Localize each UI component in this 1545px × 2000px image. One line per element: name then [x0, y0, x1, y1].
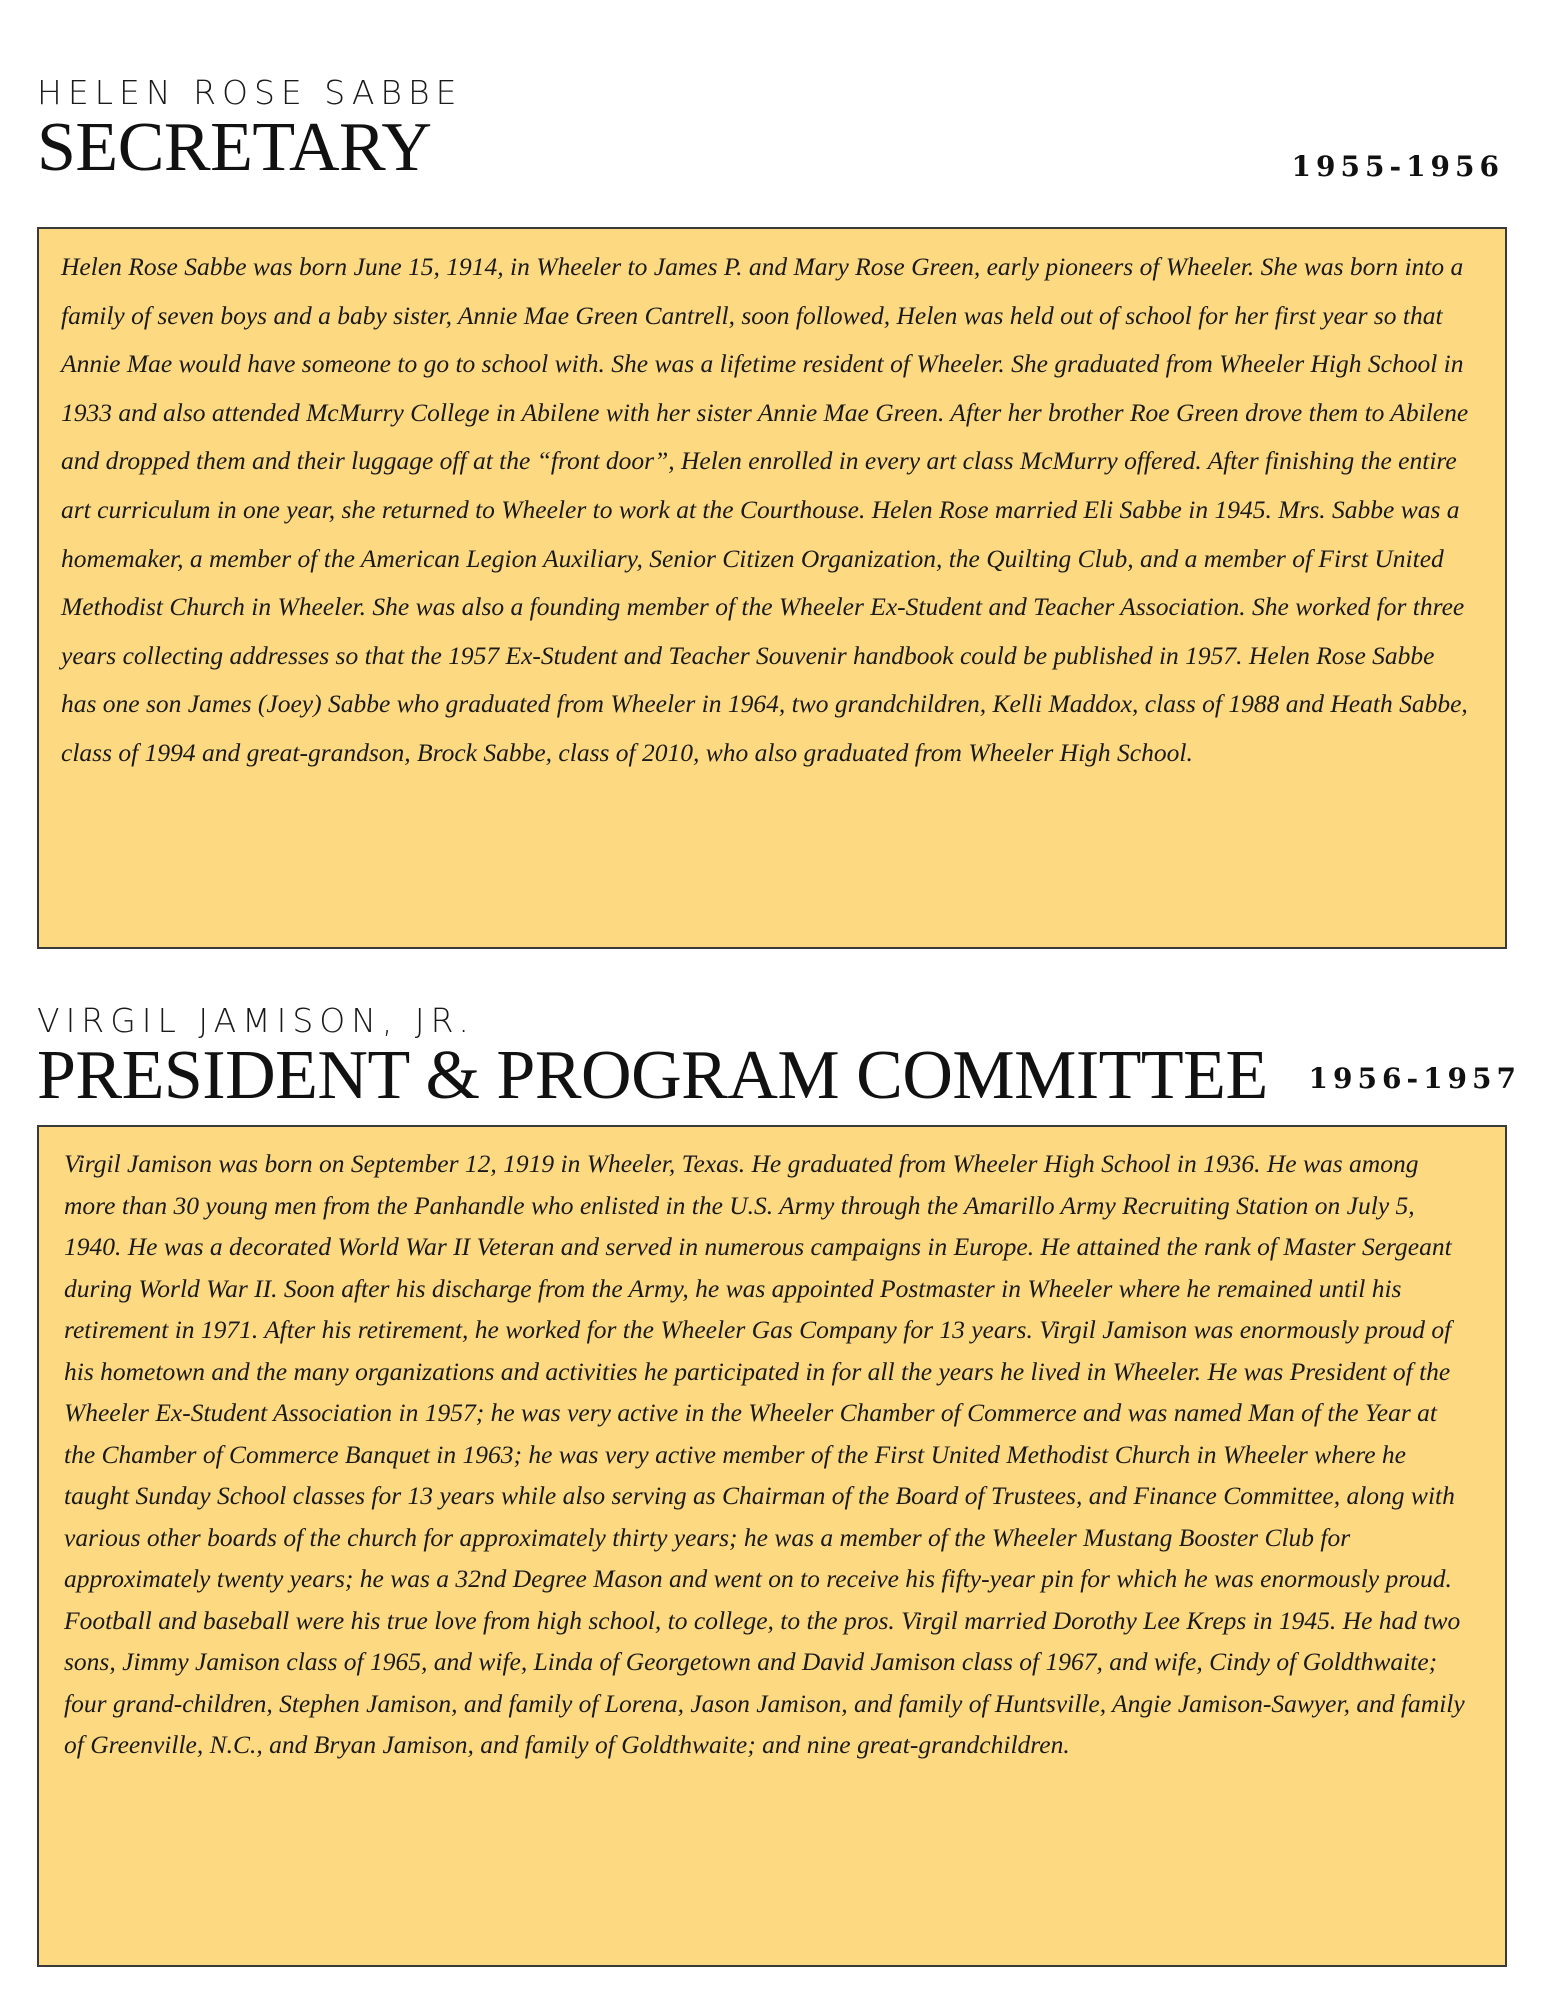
officer-name: HELEN ROSE SABBE	[37, 73, 463, 112]
biography-text: Virgil Jamison was born on September 12, 1919 in Wheeler, Texas. He graduated from Wheeler High School in 1936. He was among more than 30 young men from the Panhandle who enlisted in the U.S. Army through the Amarillo Army Recruiting Station on July 5, 1940. He was a decorated World War II Veteran and served in numerous campaigns in Europe. He attained the rank of Master Sergeant during World War II. Soon after his discharge from the Army, he was appointed Postmaster in Wheeler where he remained until his retirement in 1971. After his retirement, he worked for the Wheeler Gas Company for 13 years. Virgil Jamison was enormously proud of his hometown and the many organizations and activities he participated in for all the years he lived in Wheeler. He was President of the Wheeler Ex-Student Association in 1957; he was very active in the Wheeler Chamber of Commerce and was named Man of the Year at the Chamber of Commerce Banquet in 1963; he was very active member of the First United Methodist Church in Wheeler where he taught Sunday School classes for 13 years while also serving as Chairman of the Board of Trustees, and Finance Committee, along with various other boards of the church for approximately thirty years; he was a member of the Wheeler Mustang Booster Club for approximately twenty years; he was a 32nd Degree Mason and went on to receive his fifty-year pin for which he was enormously proud. Football and baseball were his true love from high school, to college, to the pros. Virgil married Dorothy Lee Kreps in 1945. He had two sons, Jimmy Jamison class of 1965, and wife, Linda of Georgetown and David Jamison class of 1967, and wife, Cindy of Goldthwaite; four grand-children, Stephen Jamison, and family of Lorena, Jason Jamison, and family of Huntsville, Angie Jamison-Sawyer, and family of Greenville, N.C., and Bryan Jamison, and family of Goldthwaite; and nine great-grandchildren.	[37, 1125, 1507, 1967]
officer-title: PRESIDENT & PROGRAM COMMITTEE	[37, 1037, 1268, 1114]
biography-text: Helen Rose Sabbe was born June 15, 1914, in Wheeler to James P. and Mary Rose Green, early pioneers of Wheeler. She was born into a family of seven boys and a baby sister, Annie Mae Green Cantrell, soon followed, Helen was held out of school for her first year so that Annie Mae would have someone to go to school with. She was a lifetime resident of Wheeler. She graduated from Wheeler High School in 1933 and also attended McMurry College in Abilene with her sister Annie Mae Green. After her brother Roe Green drove them to Abilene and dropped them and their luggage off at the “front door”, Helen enrolled in every art class McMurry offered. After finishing the entire art curriculum in one year, she returned to Wheeler to work at the Courthouse. Helen Rose married Eli Sabbe in 1945. Mrs. Sabbe was a homemaker, a member of the American Legion Auxiliary, Senior Citizen Organization, the Quilting Club, and a member of First United Methodist Church in Wheeler. She was also a founding member of the Wheeler Ex-Student and Teacher Association. She worked for three years collecting addresses so that the 1957 Ex-Student and Teacher Souvenir handbook could be published in 1957. Helen Rose Sabbe has one son James (Joey) Sabbe who graduated from Wheeler in 1964, two grandchildren, Kelli Maddox, class of 1988 and Heath Sabbe, class of 1994 and great-grandson, Brock Sabbe, class of 2010, who also graduated from Wheeler High School.	[37, 227, 1507, 949]
term-years: 1955-1956	[1291, 150, 1504, 183]
term-years: 1956-1957	[1308, 1062, 1521, 1095]
officer-title: SECRETARY	[37, 109, 432, 186]
officer-section-secretary	[37, 73, 1507, 949]
officer-name: VIRGIL JAMISON, JR.	[37, 1001, 475, 1040]
officer-title-row	[37, 1037, 1521, 1115]
officer-title-row	[37, 109, 1507, 187]
officer-section-president	[37, 1001, 1521, 1967]
